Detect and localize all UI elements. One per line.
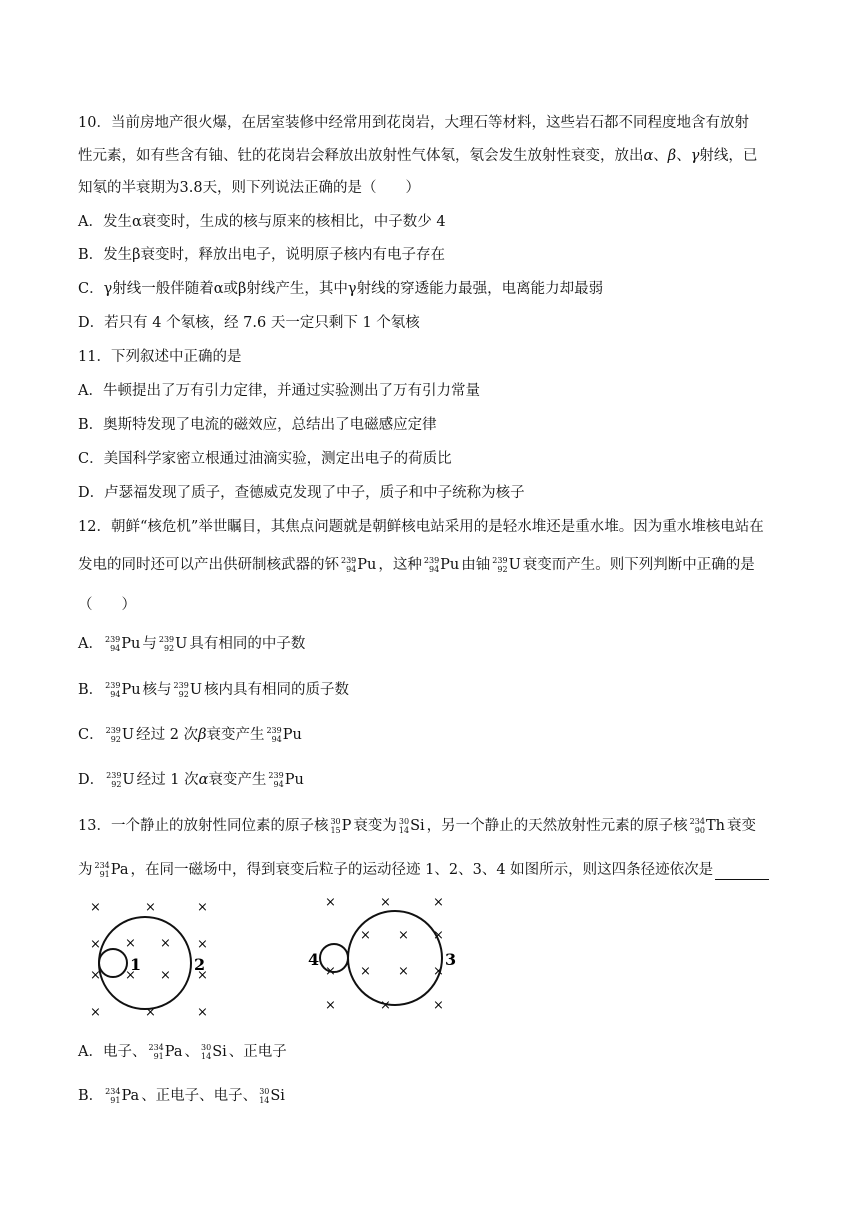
field-mark: × bbox=[90, 968, 101, 983]
q11-option-a: A．牛顿提出了万有引力定律，并通过实验测出了万有引力常量 bbox=[78, 383, 480, 399]
q12-option-c: C． 239 92 U 经过 2 次β衰变产生 239 94 Pu bbox=[78, 726, 302, 744]
nuclide-u239: 239 92 U bbox=[106, 771, 135, 789]
label-1: 1 bbox=[130, 955, 142, 974]
separator: 、 bbox=[676, 148, 691, 164]
nuclide-p30: 30 15 P bbox=[330, 817, 352, 835]
field-mark: × bbox=[433, 895, 444, 910]
answer-blank[interactable] bbox=[715, 865, 769, 880]
q10-option-b: B．发生β衰变时，释放出电子，说明原子核内有电子存在 bbox=[78, 247, 446, 263]
q11-option-d: D．卢瑟福发现了质子，查德威克发现了中子，质子和中子统称为核子 bbox=[78, 485, 525, 501]
field-mark: × bbox=[90, 900, 101, 915]
trajectory-2 bbox=[99, 917, 191, 1009]
field-mark: × bbox=[145, 900, 156, 915]
q10-option-a: A．发生α衰变时，生成的核与原来的核相比，中子数少 4 bbox=[78, 214, 446, 230]
label-3: 3 bbox=[445, 950, 457, 969]
nuclide-pu239: 239 94 Pu bbox=[423, 556, 460, 574]
q10-stem-line2-text: 性元素，如有些含有铀、钍的花岗岩会释放出放射性气体氡，氡会发生放射性衰变，放出 bbox=[78, 148, 644, 164]
field-mark: × bbox=[145, 1005, 156, 1020]
field-mark: × bbox=[398, 928, 409, 943]
field-mark: × bbox=[433, 964, 444, 979]
q12-stem-line2-d: 衰变而产生。则下列判断中正确的是 bbox=[522, 557, 755, 573]
field-mark: × bbox=[125, 968, 136, 983]
nuclide-pa234: 234 91 Pa bbox=[94, 861, 129, 879]
field-mark: × bbox=[380, 895, 391, 910]
field-mark: × bbox=[197, 937, 208, 952]
field-mark: × bbox=[360, 928, 371, 943]
half-life-value: 3.8 bbox=[179, 180, 203, 196]
nuclide-u239: 239 92 U bbox=[158, 635, 188, 653]
nuclide-u239: 239 92 U bbox=[105, 726, 135, 744]
trajectory-figure bbox=[80, 892, 480, 1022]
q12-stem-line3: （ ） bbox=[78, 597, 136, 613]
q12-stem-line2-b: ，这种 bbox=[378, 557, 422, 573]
field-mark: × bbox=[160, 968, 171, 983]
trajectory-3 bbox=[348, 911, 442, 1005]
q12-stem-line1: 12．朝鲜“核危机”举世瞩目，其焦点问题就是朝鲜核电站采用的是轻水堆还是重水堆。因为重水堆核电站在 bbox=[78, 519, 764, 535]
field-mark: × bbox=[325, 895, 336, 910]
separator: 、 bbox=[653, 148, 668, 164]
field-mark: × bbox=[197, 968, 208, 983]
nuclide-pu239: 239 94 Pu bbox=[341, 556, 377, 574]
q11-option-b: B．奥斯特发现了电流的磁效应，总结出了电磁感应定律 bbox=[78, 417, 437, 433]
q12-option-d: D． 239 92 U 经过 1 次α衰变产生 239 94 Pu bbox=[78, 771, 304, 789]
nuclide-pu239: 239 94 Pu bbox=[266, 726, 302, 744]
field-mark: × bbox=[197, 1005, 208, 1020]
left-field-diagram bbox=[90, 900, 208, 1020]
nuclide-th234: 234 90 Th bbox=[689, 817, 725, 835]
field-mark: × bbox=[433, 928, 444, 943]
field-mark: × bbox=[90, 1005, 101, 1020]
beta-symbol: β bbox=[667, 148, 677, 164]
q10-stem-line1: 10．当前房地产很火爆，在居室装修中经常用到花岗岩，大理石等材料，这些岩石都不同程度地含有放射 bbox=[78, 115, 749, 131]
field-mark: × bbox=[398, 964, 409, 979]
nuclide-u239: 239 92 U bbox=[173, 681, 203, 699]
q12-option-b: B． 239 94 Pu 核与 239 92 U 核内具有相同的质子数 bbox=[78, 681, 350, 699]
q10-option-c: C．γ射线一般伴随着α或β射线产生，其中γ射线的穿透能力最强，电离能力却最弱 bbox=[78, 281, 604, 297]
label-4: 4 bbox=[308, 950, 320, 969]
alpha-symbol: α bbox=[198, 772, 209, 788]
nuclide-si30: 30 14 Si bbox=[201, 1043, 227, 1061]
q11-stem: 11．下列叙述中正确的是 bbox=[78, 349, 242, 365]
label-2: 2 bbox=[194, 955, 206, 974]
q12-stem-line2 bbox=[78, 555, 755, 575]
field-mark: × bbox=[380, 998, 391, 1013]
alpha-symbol: α bbox=[643, 148, 654, 164]
q13-option-b: B． 234 91 Pa 、正电子、电子、 30 14 Si bbox=[78, 1087, 285, 1105]
q13-option-a: A．电子、 234 91 Pa 、 30 14 Si 、正电子 bbox=[78, 1043, 287, 1061]
field-mark: × bbox=[90, 937, 101, 952]
right-field-diagram bbox=[308, 895, 456, 1013]
q13-stem-line1: 13．一个静止的放射性同位素的原子核 30 15 P 衰变为 30 14 Si ，另一个静止的天然放射性元素的原子核 234 90 Th 衰变 bbox=[78, 817, 756, 835]
nuclide-pu239: 239 94 Pu bbox=[105, 681, 141, 699]
beta-symbol: β bbox=[198, 727, 207, 743]
gamma-symbol: γ bbox=[690, 148, 700, 164]
q10-stem-line3-text: 知氡的半衰期为 bbox=[78, 180, 180, 196]
field-mark: × bbox=[125, 936, 136, 951]
q10-option-d: D．若只有 4 个氡核，经 7.6 天一定只剩下 1 个氡核 bbox=[78, 315, 420, 331]
q10-stem-line3-end: 天，则下列说法正确的是（ ） bbox=[202, 180, 421, 196]
field-mark: × bbox=[325, 998, 336, 1013]
q12-option-a: A． 239 94 Pu 与 239 92 U 具有相同的中子数 bbox=[78, 635, 306, 653]
nuclide-u239: 239 92 U bbox=[492, 556, 521, 574]
q10-stem-line2-end: 射线，已 bbox=[699, 148, 758, 164]
field-mark: × bbox=[360, 964, 371, 979]
nuclide-pu239: 239 94 Pu bbox=[104, 635, 141, 653]
field-mark: × bbox=[160, 936, 171, 951]
nuclide-si30: 30 14 Si bbox=[259, 1087, 285, 1105]
q10-stem-line2 bbox=[78, 146, 757, 166]
field-mark: × bbox=[325, 964, 336, 979]
q12-stem-line2-a: 发电的同时还可以产出供研制核武器的钚 bbox=[78, 557, 339, 573]
q12-stem-line2-c: 由铀 bbox=[461, 557, 491, 573]
nuclide-si30: 30 14 Si bbox=[398, 817, 425, 835]
trajectory-1 bbox=[99, 949, 127, 977]
q11-option-c: C．美国科学家密立根通过油滴实验，测定出电子的荷质比 bbox=[78, 451, 452, 467]
field-mark: × bbox=[433, 998, 444, 1013]
nuclide-pu239: 239 94 Pu bbox=[268, 771, 304, 789]
nuclide-pa234: 234 91 Pa bbox=[148, 1043, 183, 1061]
field-mark: × bbox=[197, 900, 208, 915]
q13-stem-line2: 为 234 91 Pa ，在同一磁场中，得到衰变后粒子的运动径迹 1、2、3、4 如图所示，则这四条径迹依次是 bbox=[78, 860, 769, 880]
nuclide-pa234: 234 91 Pa bbox=[105, 1087, 140, 1105]
q10-stem-line3 bbox=[78, 178, 420, 198]
